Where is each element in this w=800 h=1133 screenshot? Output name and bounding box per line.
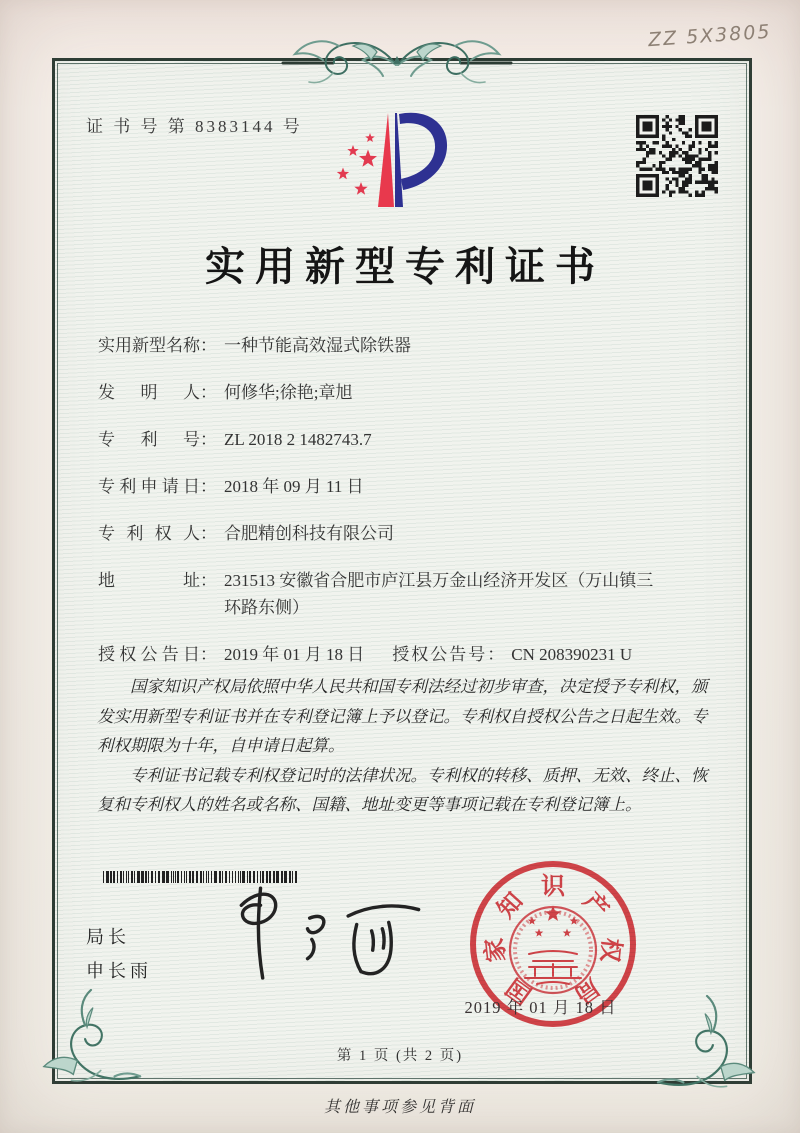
field-label: 授权公告号 — [392, 645, 488, 664]
seal-date: 2019 年 01 月 18 日 — [464, 998, 617, 1017]
svg-text:家: 家 — [482, 936, 511, 964]
field-label: 专利权人 — [98, 524, 200, 543]
field-label: 实用新型名称 — [98, 336, 200, 355]
cnipa-logo-icon — [336, 108, 454, 220]
field-patentee — [98, 520, 706, 547]
seal-emblem-gate — [525, 951, 581, 984]
legal-paragraph-2: 专利证书记载专利权登记时的法律状况。专利权的转移、质押、无效、终止、恢复和专利权人的姓名或名称、国籍、地址变更等事项记载在专利登记簿上。 — [97, 765, 708, 814]
director-title: 局长 — [86, 927, 130, 947]
field-filing-date — [98, 473, 706, 500]
logo-red-wedge — [378, 113, 394, 207]
bottom-left-flourish — [36, 988, 144, 1096]
field-value: 2019 年 01 月 18 日 — [224, 645, 365, 664]
field-label: 专利号 — [98, 430, 200, 449]
legal-paragraph-1: 国家知识产权局依照中华人民共和国专利法经过初步审查，决定授予专利权，颁发实用新型专利证书并在专利登记簿上予以登记。专利权自授权公告之日起生效。专利权期限为十年，自申请日起算。 — [97, 677, 708, 755]
seal-ring-text — [481, 873, 626, 1008]
field-grant-announcement — [98, 641, 706, 668]
field-label: 授权公告日 — [98, 645, 200, 664]
field-inventors — [98, 379, 706, 406]
certificate-title: 实用新型专利证书 — [205, 244, 605, 289]
back-side-note: 其他事项参见背面 — [323, 1099, 476, 1116]
colon: ： — [487, 645, 505, 664]
colon: ： — [200, 645, 217, 664]
qr-code — [636, 115, 718, 197]
bottom-right-flourish — [654, 994, 762, 1102]
svg-text:识: 识 — [541, 874, 565, 900]
director-name: 申长雨 — [86, 961, 152, 981]
colon: ： — [200, 383, 217, 402]
field-address — [98, 567, 706, 621]
field-label: 发明人 — [98, 383, 200, 402]
colon: ： — [200, 571, 217, 590]
field-utility-model-name — [98, 332, 706, 359]
svg-text:局: 局 — [569, 972, 604, 1008]
legal-text — [97, 672, 713, 820]
fields-section — [98, 332, 706, 688]
logo-blue-stem — [395, 113, 403, 207]
field-value: ZL 2018 2 1482743.7 — [224, 430, 372, 449]
field-value: 2018 年 09 月 11 日 — [224, 477, 364, 496]
svg-text:权: 权 — [595, 936, 624, 964]
field-label: 专利申请日 — [98, 477, 200, 496]
top-flourish-ornament — [281, 34, 513, 88]
director-block — [86, 920, 152, 988]
field-value: 231513 安徽省合肥市庐江县万金山经济开发区（万山镇三环路东侧） — [224, 571, 654, 617]
field-value: 一种节能高效湿式除铁器 — [224, 336, 411, 355]
svg-text:国: 国 — [502, 972, 537, 1008]
svg-text:产: 产 — [577, 888, 614, 924]
svg-text:知: 知 — [492, 888, 529, 924]
field-patent-number — [98, 426, 706, 453]
colon: ： — [200, 477, 217, 496]
colon: ： — [200, 336, 217, 355]
colon: ： — [200, 524, 217, 543]
field-value: 合肥精创科技有限公司 — [224, 524, 394, 543]
field-label: 地址 — [98, 571, 200, 590]
page-indicator: 第 1 页 (共 2 页) — [336, 1048, 464, 1064]
field-value: 何修华;徐艳;章旭 — [224, 383, 353, 402]
field-value: CN 208390231 U — [511, 645, 633, 664]
certificate-number: 证 书 号 第 8383144 号 — [86, 117, 303, 136]
handwritten-note: ZZ 5X3805 — [647, 20, 773, 52]
logo-stars — [337, 133, 377, 195]
colon: ： — [200, 430, 217, 449]
logo-blue-bowl — [399, 113, 447, 190]
director-signature — [205, 872, 440, 992]
